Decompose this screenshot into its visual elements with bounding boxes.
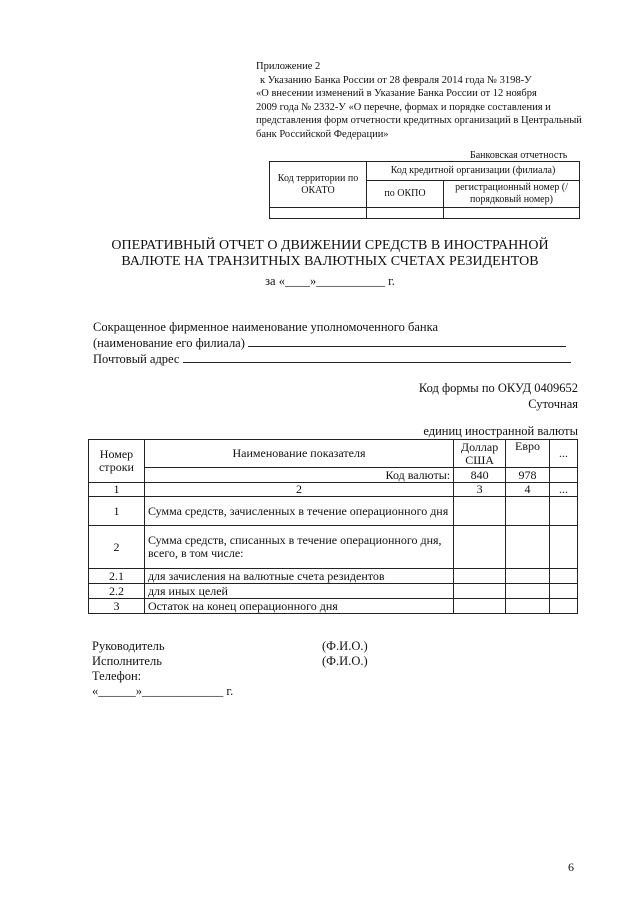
report-type-label: Банковская отчетность xyxy=(470,150,568,161)
other-value-cell[interactable] xyxy=(550,526,578,569)
appendix-note xyxy=(256,60,596,141)
usd-value-cell[interactable] xyxy=(454,584,506,599)
eur-value-cell[interactable] xyxy=(506,599,550,614)
header-indicator-name: Наименование показателя xyxy=(144,440,453,468)
report-table xyxy=(88,439,578,614)
okato-value-cell[interactable] xyxy=(270,208,367,219)
appendix-line: к Указанию Банка России от 28 февраля 2014 года № 3198-У xyxy=(260,74,532,86)
table-row xyxy=(89,569,578,584)
table-row xyxy=(89,584,578,599)
postal-address-label: Почтовый адрес xyxy=(93,352,180,366)
column-number: 3 xyxy=(454,483,506,497)
header-usd: Доллар США xyxy=(454,440,506,468)
report-periodicity: Суточная xyxy=(528,397,578,411)
row-indicator: Сумма средств, зачисленных в течение операционного дня xyxy=(144,497,453,526)
currency-code-eur: 978 xyxy=(506,468,550,483)
okpo-header: по ОКПО xyxy=(367,181,444,208)
other-value-cell[interactable] xyxy=(550,497,578,526)
phone-label: Телефон: xyxy=(92,669,142,683)
appendix-line: банк Российской Федерации» xyxy=(256,128,389,140)
head-fio: (Ф.И.О.) xyxy=(322,639,368,653)
report-title xyxy=(110,238,550,289)
currency-code-label: Код валюты: xyxy=(144,468,453,483)
branch-name-field[interactable] xyxy=(248,335,566,347)
appendix-line: представления форм отчетности кредитных организаций в Центральный xyxy=(256,115,582,126)
reg-number-value-cell[interactable] xyxy=(444,208,580,219)
table-row xyxy=(89,599,578,614)
page-number: 6 xyxy=(568,860,574,874)
table-row xyxy=(89,526,578,569)
bank-name-label: Сокращенное фирменное наименование уполномоченного банка xyxy=(93,320,438,334)
postal-address-field[interactable] xyxy=(183,351,571,363)
codes-table xyxy=(269,161,580,219)
okato-header: Код территории по ОКАТО xyxy=(270,162,367,208)
currency-code-more xyxy=(550,468,578,483)
signature-block xyxy=(92,639,368,699)
row-indicator: для иных целей xyxy=(144,584,453,599)
usd-value-cell[interactable] xyxy=(454,497,506,526)
reg-number-header: регистрационный номер (/порядковый номер) xyxy=(444,181,580,208)
branch-name-label: (наименование его филиала) xyxy=(93,336,245,350)
okpo-value-cell[interactable] xyxy=(367,208,444,219)
row-indicator: для зачисления на валютные счета резидентов xyxy=(144,569,453,584)
header-eur: Евро xyxy=(506,440,550,468)
column-number: 2 xyxy=(144,483,453,497)
bank-info xyxy=(93,320,581,367)
row-number: 3 xyxy=(89,599,145,614)
other-value-cell[interactable] xyxy=(550,569,578,584)
eur-value-cell[interactable] xyxy=(506,584,550,599)
eur-value-cell[interactable] xyxy=(506,569,550,584)
usd-value-cell[interactable] xyxy=(454,569,506,584)
form-code-block xyxy=(340,380,578,412)
column-number: 4 xyxy=(506,483,550,497)
head-label: Руководитель xyxy=(92,639,165,653)
column-number: 1 xyxy=(89,483,145,497)
header-more: ... xyxy=(550,440,578,468)
eur-value-cell[interactable] xyxy=(506,497,550,526)
appendix-line: 2009 года № 2332-У «О перечне, формах и порядке составления и xyxy=(256,101,551,113)
signature-date: «______»_____________ г. xyxy=(92,684,234,698)
column-number: ... xyxy=(550,483,578,497)
usd-value-cell[interactable] xyxy=(454,526,506,569)
credit-org-header: Код кредитной организации (филиала) xyxy=(367,162,580,181)
other-value-cell[interactable] xyxy=(550,599,578,614)
report-date-line: за «____»___________ г. xyxy=(265,274,395,288)
eur-value-cell[interactable] xyxy=(506,526,550,569)
usd-value-cell[interactable] xyxy=(454,599,506,614)
currency-unit-label: единиц иностранной валюты xyxy=(423,424,578,438)
currency-code-usd: 840 xyxy=(454,468,506,483)
other-value-cell[interactable] xyxy=(550,584,578,599)
row-indicator: Сумма средств, списанных в течение операционного дня, всего, в том числе: xyxy=(144,526,453,569)
row-indicator: Остаток на конец операционного дня xyxy=(144,599,453,614)
row-number: 1 xyxy=(89,497,145,526)
header-row-number: Номер строки xyxy=(89,440,145,483)
row-number: 2.2 xyxy=(89,584,145,599)
row-number: 2.1 xyxy=(89,569,145,584)
appendix-line: Приложение 2 xyxy=(256,61,321,72)
appendix-line: «О внесении изменений в Указание Банка России от 12 ноября xyxy=(256,88,537,99)
title-line: ОПЕРАТИВНЫЙ ОТЧЕТ О ДВИЖЕНИИ СРЕДСТВ В ИНОСТРАННОЙ xyxy=(111,238,549,253)
title-line: ВАЛЮТЕ НА ТРАНЗИТНЫХ ВАЛЮТНЫХ СЧЕТАХ РЕЗИДЕНТОВ xyxy=(121,254,539,269)
okud-code: Код формы по ОКУД 0409652 xyxy=(418,381,578,395)
table-row xyxy=(89,497,578,526)
row-number: 2 xyxy=(89,526,145,569)
executor-label: Исполнитель xyxy=(92,654,162,668)
executor-fio: (Ф.И.О.) xyxy=(322,654,368,668)
